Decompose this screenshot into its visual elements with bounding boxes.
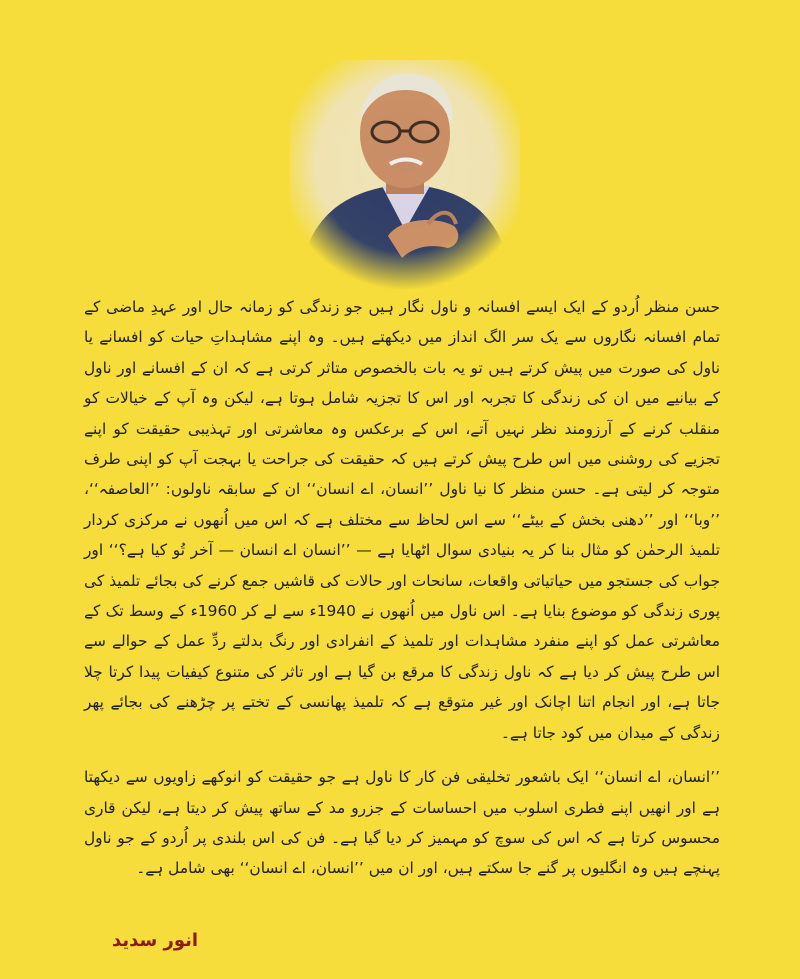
author-signature: انور سدید xyxy=(112,930,199,951)
article-body xyxy=(84,292,720,884)
author-portrait-photo xyxy=(290,60,520,290)
article-paragraph: حسن منظر اُردو کے ایک ایسے افسانہ و ناول نگار ہیں جو زندگی کو زمانہ حال اور عہدِ ماضی کے تمام افسانہ نگاروں سے یک سر الگ انداز میں دیکھتے ہیں۔ وہ اپنے مشاہداتِ حیات کو افسانے یا ناول کی صورت میں پیش کرتے ہیں تو یہ بات بالخصوص متاثر کرتی ہے کہ ان کے افسانے اور ناول کے بیانیے میں ان کی زندگی کا تجربہ اور اس کا تجزیہ شامل ہوتا ہے، لیکن وہ آپ کے خیالات کو منقلب کرنے کے آرزومند نظر نہیں آتے، اس کے برعکس وہ معاشرتی اور تہذیبی حقیقت کو اپنے تجزیے کی روشنی میں اس طرح پیش کرتے ہیں کہ حقیقت کی جراحت یا بہجت آپ کو اپنی طرف متوجہ کر لیتی ہے۔ حسن منظر کا نیا ناول ’’انسان، اے انسان‘‘ ان کے سابقہ ناولوں: ’’العاصفہ‘‘، ’’وبا‘‘ اور ’’دھنی بخش کے بیٹے‘‘ سے اس لحاظ سے مختلف ہے کہ اس میں اُنھوں نے مرکزی کردار تلمیذ الرحمٰن کو مثال بنا کر یہ بنیادی سوال اٹھایا ہے — ’’انسان اے انسان — آخر تُو کیا ہے؟‘‘ اور جواب کی جستجو میں حیاتیاتی واقعات، سانحات اور حالات کی قاشیں جمع کرنے کی بجائے تلمیذ کی پوری زندگی کو موضوع بنایا ہے۔ اس ناول میں اُنھوں نے 1940ء سے لے کر 1960ء کے وسط تک کے معاشرتی عمل کو اپنے منفرد مشاہدات اور تلمیذ کے انفرادی اور رنگ بدلتے ردِّ عمل کے حوالے سے اس طرح پیش کر دیا ہے کہ ناول زندگی کا مرقع بن گیا ہے اور تاثر کی متنوع کیفیات پیدا کرتا چلا جاتا ہے، اور انجام اتنا اچانک اور غیر متوقع ہے کہ تلمیذ پھانسی کے تختے پر چڑھنے کی بجائے پھر زندگی کے میدان میں کود جاتا ہے۔ xyxy=(84,298,720,742)
author-portrait xyxy=(290,60,520,290)
article-paragraph: ’’انسان، اے انسان‘‘ ایک باشعور تخلیقی فن کار کا ناول ہے جو حقیقت کو انوکھے زاویوں سے دیکھتا ہے اور انھیں اپنے فطری اسلوب میں احساسات کے جزرو مد کے ساتھ پیش کر دیتا ہے، لیکن قاری محسوس کرتا ہے کہ اس کی سوچ کو مہمیز کر دیا گیا ہے۔ فن کی اس بلندی پر اُردو کے جو ناول پہنچے ہیں وہ انگلیوں پر گنے جا سکتے ہیں، اور ان میں ’’انسان، اے انسان‘‘ بھی شامل ہے۔ xyxy=(84,768,720,878)
